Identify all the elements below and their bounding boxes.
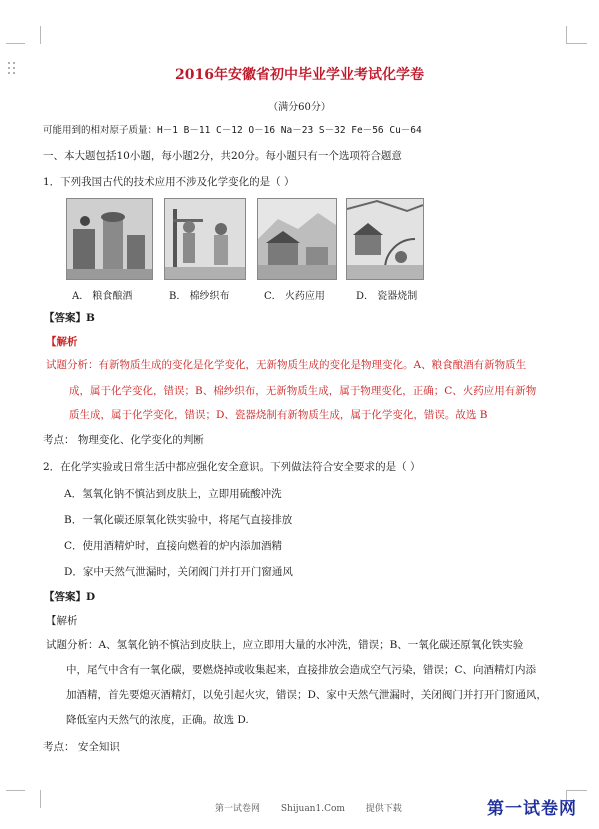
brand-logo: 第一试卷网 bbox=[487, 799, 577, 819]
corner-mark-top-left bbox=[6, 43, 25, 44]
corner-mark-bottom-left bbox=[24, 790, 41, 808]
question-2-option-c: C．使用酒精炉时，直接向燃着的炉内添加酒精 bbox=[64, 540, 283, 552]
question-2-analysis-line: 试题分析：A、氢氧化钠不慎沾到皮肤上，应立即用大量的水冲洗，错误；B、一氧化碳还原氧化铁实验 bbox=[46, 639, 524, 651]
corner-mark-top-right bbox=[566, 26, 583, 44]
atomic-masses: 可能用到的相对原子质量：H－1 B－11 C－12 O－16 Na－23 S－32 Fe－56 Cu－64 bbox=[43, 125, 422, 136]
option-a-label: A． 粮食酿酒 bbox=[72, 291, 133, 302]
cotton-weaving-image bbox=[164, 198, 246, 280]
corner-mark-bottom-left bbox=[6, 790, 25, 791]
gunpowder-image bbox=[257, 198, 337, 280]
question-1-analysis-heading: 【解析 bbox=[46, 336, 78, 348]
footer-site: 第一试卷网 bbox=[215, 804, 261, 814]
page-title: 2016年安徽省初中毕业学业考试化学卷 bbox=[175, 67, 424, 83]
question-2-analysis-line: 加酒精，首先要熄灭酒精灯，以免引起火灾，错误；D、家中天然气泄漏时，关闭阀门并打开门窗通风， bbox=[66, 689, 547, 701]
question-1-analysis-line: 质生成，属于化学变化，错误；D、瓷器烧制有新物质生成，属于化学变化，错误。故选 B bbox=[69, 409, 488, 421]
question-1-analysis-line: 试题分析：有新物质生成的变化是化学变化，无新物质生成的变化是物理变化。A、粮食酿酒有新物质生 bbox=[46, 359, 527, 371]
question-2-stem: 2．在化学实验或日常生活中都应强化安全意识。下列做法符合安全要求的是（ ） bbox=[43, 461, 421, 473]
option-c-label: C． 火药应用 bbox=[264, 291, 325, 302]
corner-mark-bottom-right bbox=[567, 790, 587, 791]
question-2-option-d: D．家中天然气泄漏时，关闭阀门并打开门窗通风 bbox=[64, 566, 293, 578]
page-footer bbox=[215, 801, 420, 814]
question-2-answer: 【答案】D bbox=[44, 591, 96, 603]
footer-domain[interactable]: Shijuan1.Com bbox=[280, 804, 345, 814]
question-1-analysis-line: 成，属于化学变化，错误；B、棉纱织布，无新物质生成，属于物理变化，正确；C、火药应用有新物 bbox=[69, 385, 537, 397]
question-1-answer: 【答案】B bbox=[44, 312, 95, 324]
option-d-label: D． 瓷器烧制 bbox=[356, 291, 418, 302]
porcelain-firing-image bbox=[346, 198, 424, 280]
question-1-stem: 1．下列我国古代的技术应用不涉及化学变化的是（ ） bbox=[43, 176, 295, 188]
question-2-analysis-heading: 【解析 bbox=[46, 615, 78, 627]
question-2-analysis-line: 中，尾气中含有一氧化碳，要燃烧掉或收集起来，直接排放会造成空气污染，错误；C、向酒精灯内添 bbox=[66, 664, 537, 676]
corner-mark-top-right bbox=[567, 43, 587, 44]
question-2-analysis-line: 降低室内天然气的浓度，正确。故选 D. bbox=[66, 714, 249, 726]
question-1-keypoint: 考点： 物理变化、化学变化的判断 bbox=[43, 434, 204, 446]
option-b-label: B． 棉纱织布 bbox=[169, 291, 230, 302]
footer-download: 提供下载 bbox=[365, 804, 402, 814]
question-2-option-b: B．一氧化碳还原氧化铁实验中，将尾气直接排放 bbox=[64, 514, 293, 526]
section-heading: 一、本大题包括10小题，每小题2分，共20分。每小题只有一个选项符合题意 bbox=[43, 150, 402, 162]
score-note: （满分60分） bbox=[268, 102, 331, 113]
question-2-keypoint: 考点： 安全知识 bbox=[43, 741, 120, 753]
question-2-option-a: A．氢氧化钠不慎沾到皮肤上，立即用硫酸冲洗 bbox=[64, 488, 282, 500]
wine-brewing-image bbox=[66, 198, 153, 280]
corner-mark-top-left bbox=[24, 26, 41, 44]
